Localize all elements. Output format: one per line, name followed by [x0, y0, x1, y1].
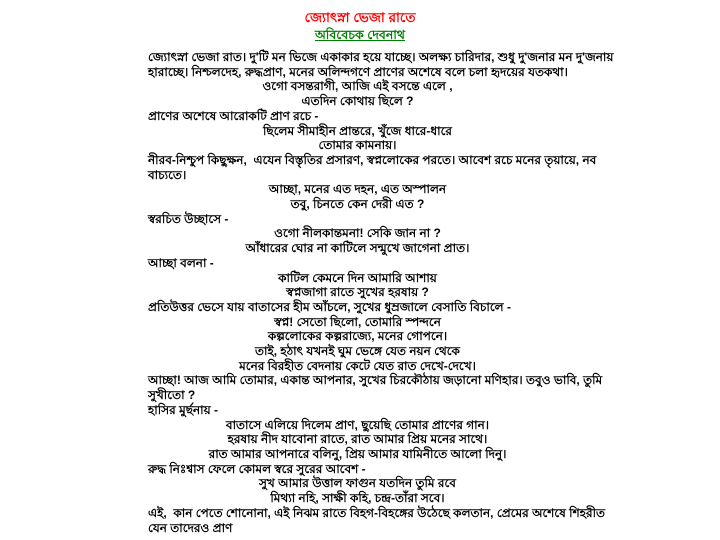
poem-line: তাই, হঠাৎ যখনই ঘুম ভেঙ্গে যেত নয়ন থেকে — [255, 344, 460, 359]
poem-line: মিথ্যা নহি, সাক্ষী কহি, চন্দ্র-তাঁরা সবে। — [270, 491, 445, 506]
poem-line: হরষায় নীদ যাবোনা রাতে, রাত আমার প্রিয় মনের সাথে। — [227, 432, 488, 447]
poem-line: তবু, চিনতে কেন দেরী এত ? — [290, 197, 425, 212]
poem-line: মনের বিরহীত বেদনায় কেটে যেত রাত দেখে-দেখে। — [239, 358, 476, 373]
poem-line: আচ্ছা, মনের এত দহন, এত অস্পালন — [268, 182, 447, 197]
poem-line: রাত আমার আপনারে বলিনু, প্রিয় আমার যামিনীতে আলো দিনু। — [208, 446, 507, 461]
poem-line: আঁধারের ঘোর না কাটিলে সন্মুখে জাগেনা প্রাত। — [245, 241, 470, 256]
poem-line: স্বরচিত উচ্ছাসে - — [148, 211, 229, 226]
poem-line: ছিলেম সীমাহীন প্রান্তরে, খুঁজে ধারে-ধারে — [262, 123, 453, 138]
poem-line: কল্পলোকের কল্পরাজ্যে, মনের গোপনে। — [267, 329, 448, 344]
poem-line: সুখীতো ? — [148, 388, 196, 403]
poem-line: নীরব-নিশ্চুপ কিছুক্ষন, এযেন বিস্তৃতির প্রসারণ, স্বপ্নলোকের পরতে। আবেশ রচে মনের তৃয়ায়ে, নব — [148, 152, 597, 167]
poem-line: রুদ্ধ নিঃশ্বাস ফেলে কোমল স্বরে সুরের আবেশ - — [148, 461, 366, 476]
poem-line: যেন তাদেরও প্রাণ — [148, 520, 233, 535]
poem-line: জ্যোৎস্না ভেজা রাত। দু'টি মন ভিজে একাকার হয়ে যাচ্ছে। অলক্ষ্য চারিদার, শুধু দু'জনার মন দু'জনায় — [148, 50, 614, 64]
poem-title: জ্যোৎস্না ভেজা রাতে — [304, 10, 416, 25]
poem-line: হাসির মুর্ছনায় - — [148, 402, 219, 417]
poem-line: প্রাণের অশেষে আরোকটি প্রাণ রচে - — [148, 108, 319, 123]
poem-line: স্বপ্নজাগা রাতে সুখের হরষায় ? — [286, 285, 429, 300]
poem-body — [57, 50, 658, 535]
poem-line: আচ্ছা বলনা - — [148, 255, 214, 270]
poem-header — [0, 0, 720, 44]
poem-line: বাতাসে এলিয়ে দিলেম প্রাণ, ছুয়েছি তোমার প্রাণের গান। — [225, 417, 490, 432]
poem-line: এই, কান পেতে শোনোনা, এই নিঝম রাতে বিহগ-বিহঙ্গের উঠেছে কলতান, প্রেমের অশেষে শিহরীত — [148, 505, 606, 520]
poem-line: ওগো বসন্তরাগী, আজি এই বসন্তে এলে , — [262, 79, 453, 94]
poem-line: সুখ আমার উত্তাল ফাগুন যতদিন তুমি রবে — [259, 476, 456, 491]
poem-line: এতদিন কোথায় ছিলে ? — [301, 94, 414, 109]
poem-line: আচ্ছা! আজ আমি তোমার, একান্ত আপনার, সুখের চিরকৌঠায় জড়ানো মণিহার। তবুও ভাবি, তুমি — [148, 373, 603, 388]
poem-line: হারাচ্ছে। নিশ্চলদেহ, রুদ্ধপ্রাণ, মনের অলিন্দগণে প্রাণের অশেষে বলে চলা হৃদয়ের যতকথা। — [148, 64, 568, 79]
poem-line: ওগো নীলকান্তমনা! সেকি জান না ? — [274, 226, 441, 241]
poem-line: বাচ্যতে। — [148, 167, 187, 182]
poem-line: কাটিল কেমনে দিন আমারি আশায় — [278, 270, 437, 285]
poem-line: তোমার কামনায়। — [318, 138, 397, 153]
poem-line: স্বপ্ন! সেতো ছিলো, তোমারি স্পন্দনে — [274, 314, 441, 329]
poem-author-link[interactable]: অবিবেচক দেবনাথ — [314, 28, 406, 42]
poem-line: প্রতিউত্তর ভেসে যায় বাতাসের হীম আঁচলে, সুখের ধুম্রজালে বেসাতি বিচালে - — [148, 299, 511, 314]
